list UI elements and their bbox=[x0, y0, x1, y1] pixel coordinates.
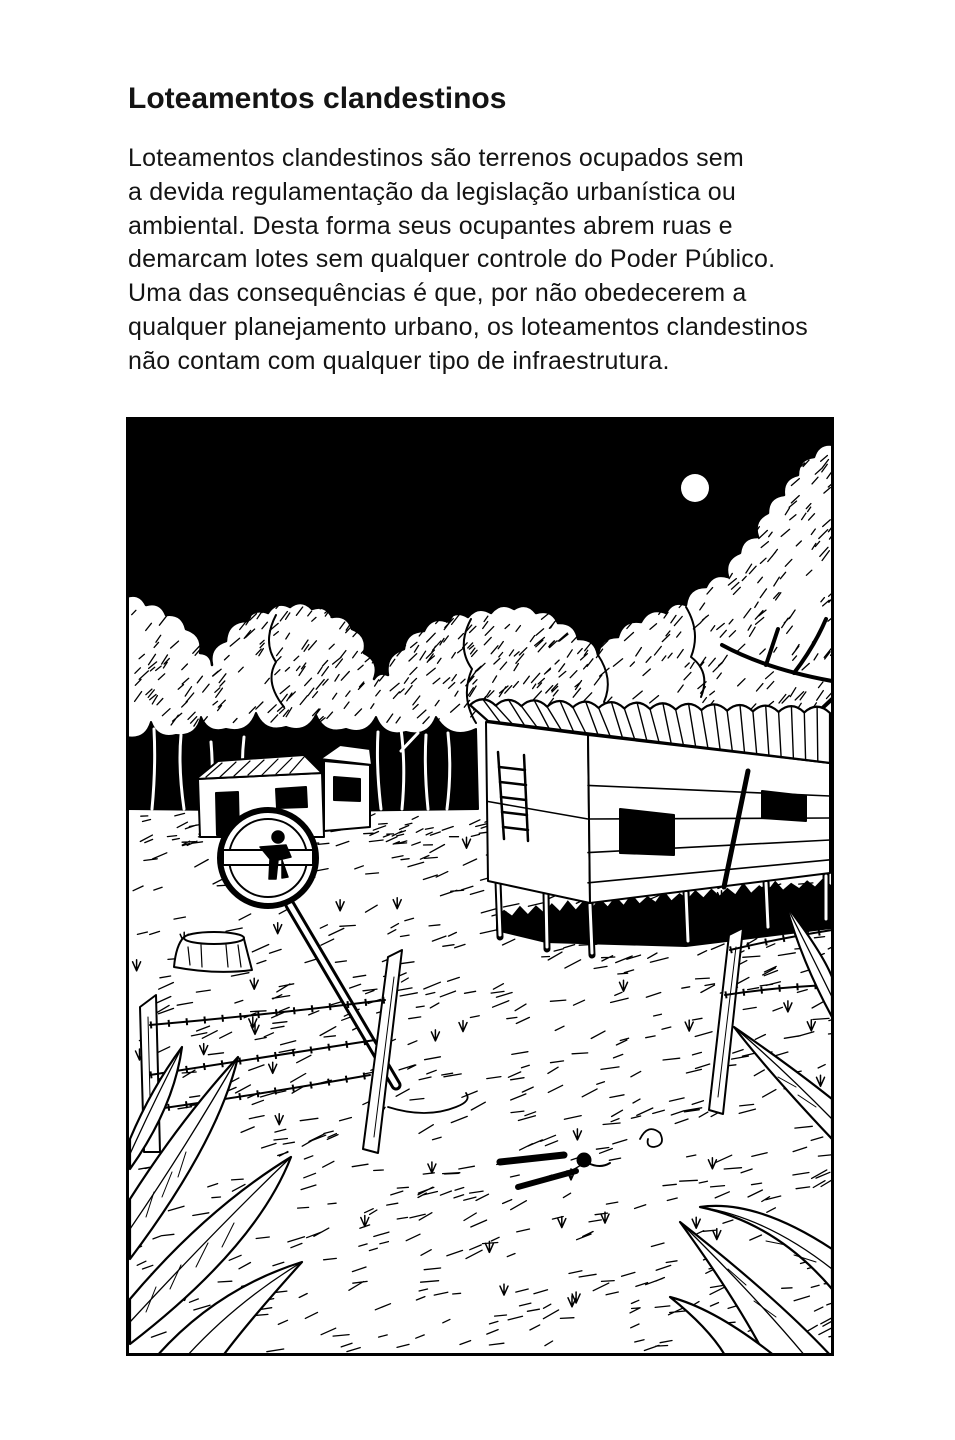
paragraph-line: ambiental. Desta forma seus ocupantes abrem ruas e bbox=[128, 211, 733, 240]
body-paragraph bbox=[128, 142, 808, 379]
page-title: Loteamentos clandestinos bbox=[128, 82, 507, 115]
shack-window-right bbox=[762, 791, 806, 821]
paragraph-line: a devida regulamentação da legislação urbanística ou bbox=[128, 177, 737, 206]
tree-stump bbox=[174, 932, 252, 972]
illustration bbox=[126, 417, 834, 1357]
paragraph-line: Uma das consequências é que, por não obedecerem a bbox=[128, 279, 747, 308]
paragraph-line: Loteamentos clandestinos são terrenos ocupados sem bbox=[128, 144, 744, 172]
moon bbox=[681, 474, 709, 502]
shack-a-window bbox=[276, 787, 307, 808]
shack-b-window bbox=[334, 777, 360, 801]
paragraph-line: qualquer planejamento urbano, os loteamentos clandestinos bbox=[128, 312, 808, 341]
paragraph-line: demarcam lotes sem qualquer controle do Poder Público. bbox=[128, 245, 776, 274]
paragraph-line: não contam com qualquer tipo de infraestrutura. bbox=[128, 346, 670, 375]
right-shack bbox=[470, 699, 831, 955]
shack-window-left bbox=[620, 809, 674, 855]
